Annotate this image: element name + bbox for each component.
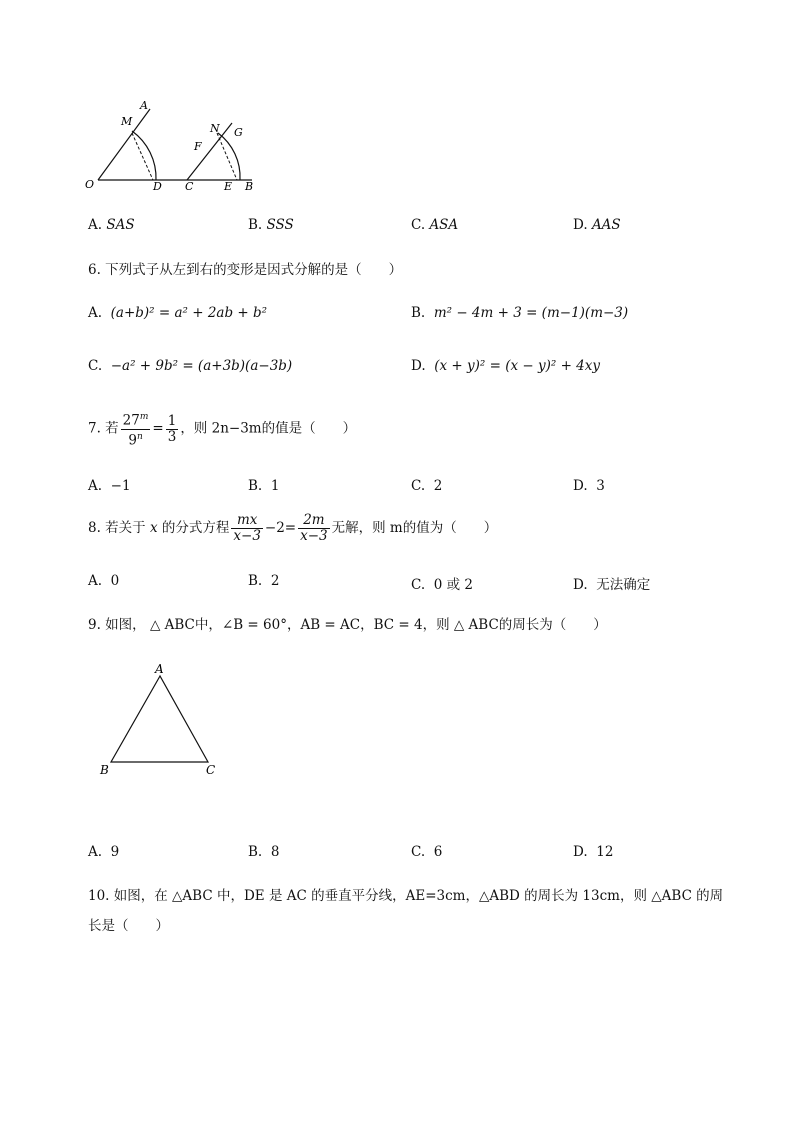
option-text: 6: [433, 844, 443, 860]
option-letter: B.: [248, 573, 263, 589]
option-letter: C.: [411, 844, 426, 860]
label-o: O: [85, 178, 95, 191]
option-letter: C.: [88, 358, 103, 374]
q7-fraction-left: [121, 410, 151, 448]
option-text: 无法确定: [596, 577, 651, 593]
frac-num: 1: [167, 412, 177, 429]
frac-den: x−3: [300, 528, 328, 544]
q5-option-b[interactable]: [248, 217, 294, 233]
label-n: N: [210, 122, 220, 135]
option-letter: C.: [411, 478, 426, 494]
q7-equals: =: [152, 420, 164, 437]
frac-den: x−3: [233, 528, 261, 544]
option-text: 2: [270, 573, 280, 589]
q8-stem: [88, 513, 497, 544]
label-a: A: [140, 99, 148, 112]
option-letter: D.: [573, 217, 588, 233]
q7-stem: [88, 410, 356, 448]
option-letter: C.: [411, 577, 426, 593]
option-text: 0 或 2: [433, 577, 473, 593]
frac-num-exp: m: [139, 412, 149, 422]
option-text: −1: [110, 478, 131, 494]
q10-stem-line-1: 10. 如图，在 △ABC 中，DE 是 AC 的垂直平分线，AE=3cm，△ABD 的周长为 13cm，则 △ABC 的周: [88, 888, 724, 904]
option-letter: A.: [88, 573, 103, 589]
q8-prefix: 8. 若关于: [88, 520, 146, 536]
option-letter: B.: [248, 844, 263, 860]
q5-option-a[interactable]: [88, 217, 135, 233]
q8-suffix: 无解，则 m的值为（ ）: [331, 520, 498, 536]
frac-den-exp: n: [136, 431, 143, 442]
option-letter: D.: [573, 844, 588, 860]
label-g: G: [234, 126, 243, 139]
option-letter: C.: [411, 217, 426, 233]
q8-variable: x: [149, 520, 158, 536]
frac-den: 3: [167, 428, 177, 445]
frac-num: mx: [231, 513, 263, 529]
q8-minus-two: −2=: [264, 520, 297, 536]
q7-option-a[interactable]: [88, 478, 131, 494]
option-text: 3: [596, 478, 605, 494]
option-text: 12: [596, 844, 614, 860]
option-text: 9: [110, 844, 120, 860]
q7-fraction-right: [166, 414, 179, 445]
q7-suffix: ，则 2n−3m的值是（ ）: [180, 420, 357, 437]
q6-option-c[interactable]: [88, 358, 292, 374]
label-e: E: [224, 180, 233, 193]
option-text: (a+b)² = a² + 2ab + b²: [110, 305, 268, 321]
label-d: D: [153, 180, 162, 193]
option-text: AAS: [591, 217, 621, 233]
label-c: C: [185, 180, 194, 193]
q8-mid: 的分式方程: [161, 520, 230, 536]
label-c: C: [206, 763, 216, 777]
q8-fraction-1: [231, 513, 263, 544]
option-letter: D.: [573, 577, 588, 593]
q7-prefix: 7. 若: [88, 420, 119, 437]
option-letter: A.: [88, 844, 103, 860]
option-text: SAS: [106, 217, 135, 233]
q9-option-a[interactable]: [88, 844, 119, 860]
q7-option-c[interactable]: [411, 478, 442, 494]
q5-option-c[interactable]: [411, 217, 458, 233]
q9-triangle-figure: [90, 660, 230, 785]
frac-num: 27: [122, 412, 140, 429]
frac-num: 2m: [298, 513, 330, 529]
q5-option-d[interactable]: [573, 217, 621, 233]
option-text: 8: [270, 844, 280, 860]
q7-option-d[interactable]: [573, 478, 605, 494]
q8-option-d[interactable]: [573, 573, 650, 593]
q6-option-a[interactable]: [88, 305, 267, 321]
label-m: M: [121, 115, 133, 128]
q8-option-c[interactable]: [411, 573, 473, 593]
q6-option-b[interactable]: [411, 305, 628, 321]
option-letter: B.: [248, 478, 263, 494]
q8-option-a[interactable]: [88, 573, 119, 589]
option-letter: D.: [573, 478, 588, 494]
option-text: 0: [110, 573, 120, 589]
q7-option-b[interactable]: [248, 478, 279, 494]
option-letter: B.: [248, 217, 263, 233]
q6-option-d[interactable]: [411, 358, 600, 374]
option-letter: A.: [88, 478, 103, 494]
option-text: ASA: [429, 217, 459, 233]
label-b: B: [100, 763, 109, 777]
option-letter: A.: [88, 305, 103, 321]
option-letter: B.: [411, 305, 426, 321]
option-text: m² − 4m + 3 = (m−1)(m−3): [433, 305, 629, 321]
option-text: (x + y)² = (x − y)² + 4xy: [434, 358, 601, 374]
q9-option-d[interactable]: [573, 844, 613, 860]
option-text: 2: [433, 478, 443, 494]
q6-stem: 6. 下列式子从左到右的变形是因式分解的是（ ）: [88, 262, 403, 278]
option-letter: A.: [88, 217, 103, 233]
option-text: 1: [270, 478, 280, 494]
q9-option-c[interactable]: [411, 844, 442, 860]
label-a: A: [155, 662, 164, 676]
q9-stem: 9. 如图， △ ABC中，∠B = 60°，AB = AC，BC = 4，则 △ ABC的周长为（ ）: [88, 617, 607, 633]
option-letter: D.: [411, 358, 426, 374]
frac-den: 9: [128, 432, 137, 448]
q9-option-b[interactable]: [248, 844, 279, 860]
label-b: B: [245, 180, 254, 193]
option-text: −a² + 9b² = (a+3b)(a−3b): [110, 358, 293, 374]
q8-option-b[interactable]: [248, 573, 279, 589]
q8-fraction-2: [298, 513, 330, 544]
option-text: SSS: [266, 217, 294, 233]
q10-stem-line-2: 长是（ ）: [88, 918, 169, 934]
label-f: F: [194, 140, 202, 153]
q5-figure: [80, 95, 270, 195]
